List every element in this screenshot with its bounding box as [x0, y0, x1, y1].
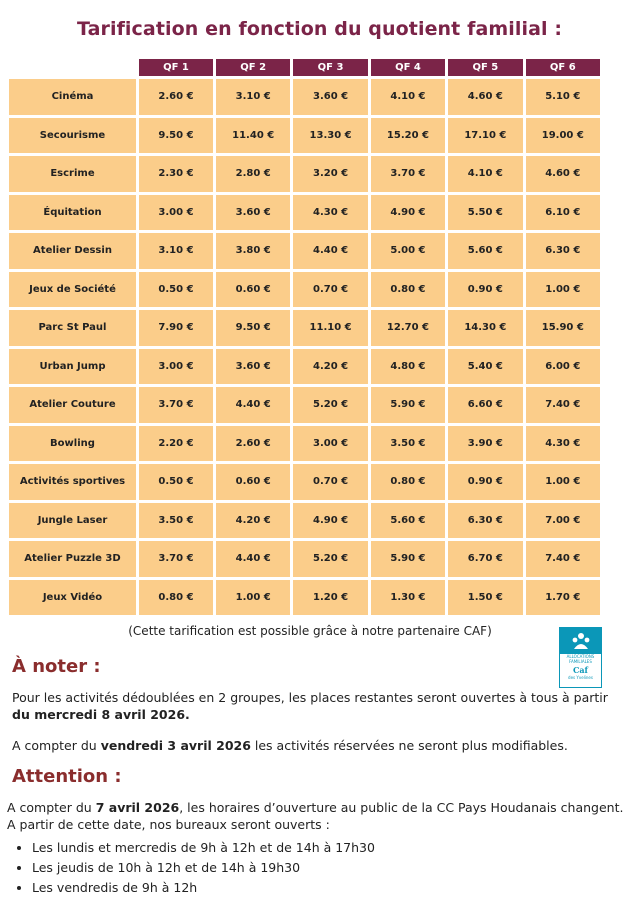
price-cell: 5.90 €	[371, 387, 445, 423]
caf-logo	[559, 627, 602, 688]
price-cell: 3.10 €	[139, 233, 213, 269]
activity-name: Atelier Dessin	[9, 233, 136, 269]
price-cell: 2.20 €	[139, 426, 213, 462]
list-item: • Les vendredis de 9h à 12h	[32, 878, 375, 898]
price-cell: 13.30 €	[293, 118, 367, 154]
price-cell: 11.40 €	[216, 118, 290, 154]
price-cell: 0.50 €	[139, 272, 213, 308]
price-cell: 0.60 €	[216, 464, 290, 500]
pricing-table	[6, 56, 603, 618]
table-row	[9, 464, 600, 500]
price-cell: 2.30 €	[139, 156, 213, 192]
price-cell: 1.70 €	[526, 580, 600, 616]
column-header: QF 2	[216, 59, 290, 76]
price-cell: 0.60 €	[216, 272, 290, 308]
list-item: • Les jeudis de 10h à 12h et de 14h à 19h30	[32, 858, 375, 878]
hours-list	[12, 838, 375, 898]
price-cell: 2.60 €	[139, 79, 213, 115]
price-cell: 2.80 €	[216, 156, 290, 192]
price-cell: 0.70 €	[293, 464, 367, 500]
table-row	[9, 156, 600, 192]
price-cell: 4.80 €	[371, 349, 445, 385]
price-cell: 4.30 €	[526, 426, 600, 462]
note-paragraph-1	[12, 689, 622, 723]
activity-name: Urban Jump	[9, 349, 136, 385]
price-cell: 7.40 €	[526, 541, 600, 577]
attention-text: A compter du	[7, 800, 96, 815]
price-cell: 4.60 €	[526, 156, 600, 192]
attention-date: 7 avril 2026	[95, 800, 180, 815]
price-cell: 5.20 €	[293, 541, 367, 577]
table-row	[9, 580, 600, 616]
price-cell: 6.70 €	[448, 541, 522, 577]
price-cell: 4.60 €	[448, 79, 522, 115]
table-row	[9, 387, 600, 423]
price-cell: 0.80 €	[139, 580, 213, 616]
table-row	[9, 79, 600, 115]
price-cell: 14.30 €	[448, 310, 522, 346]
activity-name: Équitation	[9, 195, 136, 231]
caf-logo-region: des Yvelines	[568, 675, 593, 680]
price-cell: 3.70 €	[139, 541, 213, 577]
activity-name: Atelier Couture	[9, 387, 136, 423]
attention-paragraph	[7, 799, 627, 833]
table-body	[9, 79, 600, 615]
price-cell: 5.40 €	[448, 349, 522, 385]
activity-name: Cinéma	[9, 79, 136, 115]
price-cell: 0.80 €	[371, 272, 445, 308]
price-cell: 6.60 €	[448, 387, 522, 423]
price-cell: 4.20 €	[293, 349, 367, 385]
price-cell: 5.60 €	[448, 233, 522, 269]
caf-logo-subtitle: ALLOCATIONS FAMILIALES	[566, 654, 595, 664]
price-cell: 4.20 €	[216, 503, 290, 539]
price-cell: 1.30 €	[371, 580, 445, 616]
price-cell: 3.50 €	[139, 503, 213, 539]
price-cell: 6.30 €	[448, 503, 522, 539]
price-cell: 12.70 €	[371, 310, 445, 346]
activity-name: Atelier Puzzle 3D	[9, 541, 136, 577]
price-cell: 3.00 €	[139, 195, 213, 231]
table-row	[9, 195, 600, 231]
price-cell: 4.40 €	[216, 541, 290, 577]
note-p2-date: vendredi 3 avril 2026	[100, 738, 251, 753]
price-cell: 6.10 €	[526, 195, 600, 231]
price-cell: 2.60 €	[216, 426, 290, 462]
column-header: QF 3	[293, 59, 367, 76]
price-cell: 7.00 €	[526, 503, 600, 539]
price-cell: 1.20 €	[293, 580, 367, 616]
price-cell: 3.60 €	[293, 79, 367, 115]
list-item: • Les lundis et mercredis de 9h à 12h et de 14h à 17h30	[32, 838, 375, 858]
price-cell: 3.60 €	[216, 195, 290, 231]
price-cell: 7.90 €	[139, 310, 213, 346]
note-heading: À noter :	[12, 656, 101, 677]
price-cell: 1.00 €	[216, 580, 290, 616]
price-cell: 7.40 €	[526, 387, 600, 423]
activity-name: Escrime	[9, 156, 136, 192]
price-cell: 4.30 €	[293, 195, 367, 231]
price-cell: 0.90 €	[448, 464, 522, 500]
price-cell: 0.90 €	[448, 272, 522, 308]
table-row	[9, 349, 600, 385]
table-row	[9, 310, 600, 346]
price-cell: 3.20 €	[293, 156, 367, 192]
caf-logo-text: Caf	[573, 665, 588, 675]
price-cell: 9.50 €	[216, 310, 290, 346]
price-cell: 1.00 €	[526, 272, 600, 308]
table-row	[9, 426, 600, 462]
price-cell: 3.10 €	[216, 79, 290, 115]
price-cell: 4.90 €	[293, 503, 367, 539]
price-cell: 5.60 €	[371, 503, 445, 539]
partner-note: (Cette tarification est possible grâce à notre partenaire CAF)	[128, 624, 492, 638]
price-cell: 5.00 €	[371, 233, 445, 269]
price-cell: 3.60 €	[216, 349, 290, 385]
table-row	[9, 233, 600, 269]
activity-name: Jeux de Société	[9, 272, 136, 308]
activity-name: Jungle Laser	[9, 503, 136, 539]
note-p2-text: A compter du	[12, 738, 101, 753]
price-cell: 4.40 €	[216, 387, 290, 423]
price-cell: 6.00 €	[526, 349, 600, 385]
price-cell: 9.50 €	[139, 118, 213, 154]
price-cell: 15.90 €	[526, 310, 600, 346]
column-header: QF 4	[371, 59, 445, 76]
attention-text-end: , les horaires d’ouverture au public de la CC Pays Houdanais changent. A partir de cette date, nos bureaux seront ouverts :	[7, 800, 624, 832]
page-title: Tarification en fonction du quotient familial :	[76, 18, 563, 40]
table-row	[9, 272, 600, 308]
price-cell: 3.00 €	[293, 426, 367, 462]
activity-name: Secourisme	[9, 118, 136, 154]
table-row	[9, 118, 600, 154]
caf-emblem-icon	[560, 628, 601, 654]
table-header-row	[9, 59, 600, 76]
column-header: QF 1	[139, 59, 213, 76]
price-cell: 3.50 €	[371, 426, 445, 462]
note-p1-text: Pour les activités dédoublées en 2 groupes, les places restantes seront ouvertes à tous à partir	[12, 690, 608, 705]
activity-name: Jeux Vidéo	[9, 580, 136, 616]
price-cell: 5.50 €	[448, 195, 522, 231]
price-cell: 4.10 €	[448, 156, 522, 192]
price-cell: 15.20 €	[371, 118, 445, 154]
price-cell: 4.90 €	[371, 195, 445, 231]
price-cell: 3.90 €	[448, 426, 522, 462]
price-cell: 5.10 €	[526, 79, 600, 115]
activity-name: Bowling	[9, 426, 136, 462]
price-cell: 3.70 €	[139, 387, 213, 423]
column-header: QF 5	[448, 59, 522, 76]
price-cell: 6.30 €	[526, 233, 600, 269]
activity-name: Parc St Paul	[9, 310, 136, 346]
price-cell: 17.10 €	[448, 118, 522, 154]
price-cell: 0.70 €	[293, 272, 367, 308]
column-header: QF 6	[526, 59, 600, 76]
price-cell: 19.00 €	[526, 118, 600, 154]
price-cell: 1.50 €	[448, 580, 522, 616]
price-cell: 4.40 €	[293, 233, 367, 269]
price-cell: 5.20 €	[293, 387, 367, 423]
activity-name: Activités sportives	[9, 464, 136, 500]
note-p2-text-end: les activités réservées ne seront plus modifiables.	[250, 738, 568, 753]
note-paragraph-2	[12, 737, 622, 754]
price-cell: 5.90 €	[371, 541, 445, 577]
table-row	[9, 503, 600, 539]
price-cell: 4.10 €	[371, 79, 445, 115]
note-p1-date: du mercredi 8 avril 2026.	[12, 707, 190, 722]
price-cell: 0.80 €	[371, 464, 445, 500]
price-cell: 1.00 €	[526, 464, 600, 500]
table-row	[9, 541, 600, 577]
attention-heading: Attention :	[12, 766, 122, 787]
price-cell: 11.10 €	[293, 310, 367, 346]
header-blank-cell	[9, 59, 136, 76]
price-cell: 0.50 €	[139, 464, 213, 500]
price-cell: 3.00 €	[139, 349, 213, 385]
price-cell: 3.80 €	[216, 233, 290, 269]
price-cell: 3.70 €	[371, 156, 445, 192]
